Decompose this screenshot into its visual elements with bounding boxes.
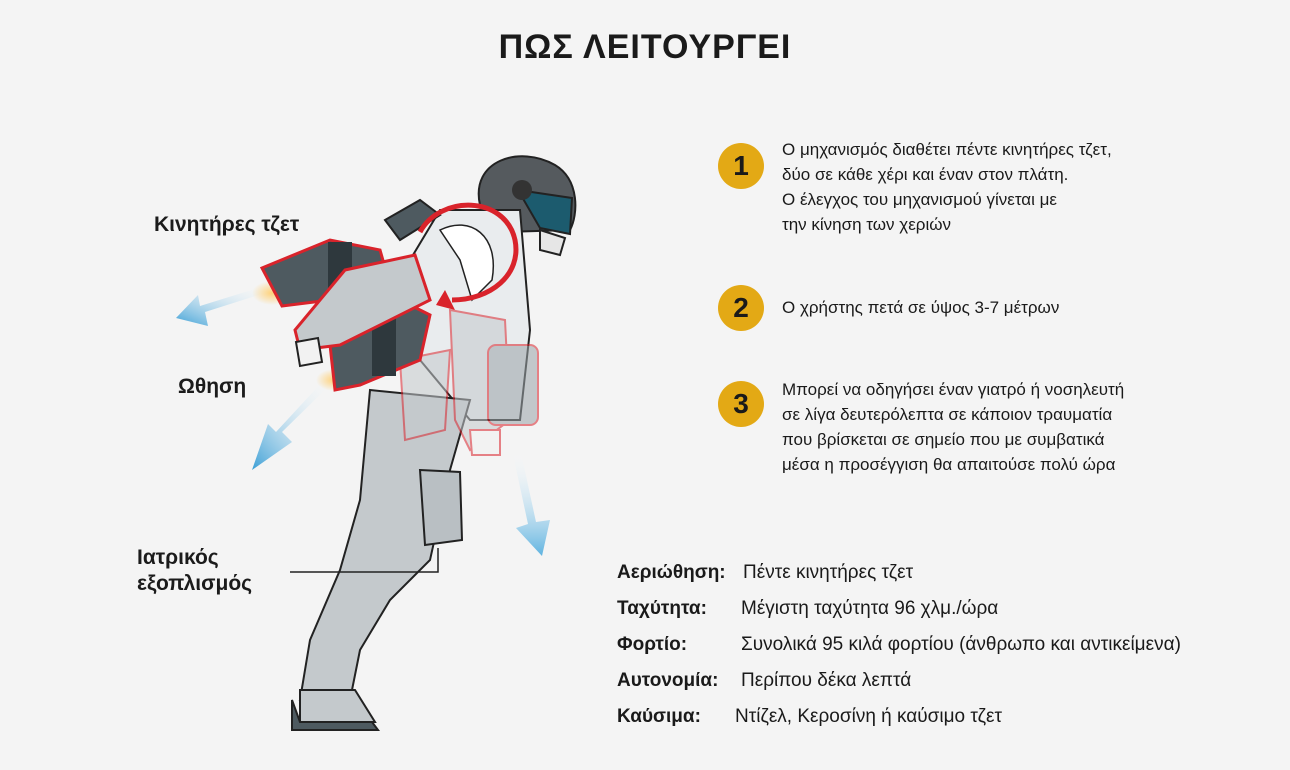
step-badge: 2 — [718, 285, 764, 331]
step-badge: 3 — [718, 381, 764, 427]
label-jet-engines: Κινητήρες τζετ — [154, 213, 300, 236]
pilot-legs — [292, 390, 470, 730]
spec-key: Αεριώθηση: — [617, 562, 726, 583]
spec-value: Μέγιστη ταχύτητα 96 χλμ./ώρα — [741, 598, 999, 619]
label-thrust: Ωθηση — [178, 375, 247, 398]
label-medical-equipment: Ιατρικός εξοπλισμός — [137, 546, 253, 595]
spec-value: Ντίζελ, Κεροσίνη ή καύσιμο τζετ — [735, 706, 1002, 727]
step-3 — [718, 381, 1124, 477]
spec-key: Αυτονομία: — [617, 670, 719, 691]
spec-value: Πέντε κινητήρες τζετ — [743, 562, 914, 583]
step-2 — [718, 285, 1059, 331]
page-title: ΠΩΣ ΛΕΙΤΟΥΡΓΕΙ — [498, 28, 792, 66]
step-1 — [718, 140, 1112, 237]
spec-key: Ταχύτητα: — [617, 598, 707, 619]
step-text: Ο χρήστης πετά σε ύψος 3-7 μέτρων — [782, 298, 1060, 317]
spec-value: Περίπου δέκα λεπτά — [741, 670, 912, 691]
step-text: Ο μηχανισμός διαθέτει πέντε κινητήρες τζετ, δύο σε κάθε χέρι και έναν στον πλάτη. Ο έλεγχος του μηχανισμού γίνεται με την κίνηση των χεριών — [782, 140, 1112, 234]
spec-value: Συνολικά 95 κιλά φορτίου (άνθρωπο και αντικείμενα) — [741, 634, 1181, 655]
spec-key: Φορτίο: — [617, 634, 688, 655]
jet-engines — [262, 240, 430, 390]
step-badge: 1 — [718, 143, 764, 189]
step-text: Μπορεί να οδηγήσει έναν γιατρό ή νοσηλευτή σε λίγα δευτερόλεπτα σε κάποιον τραυματία που βρίσκεται σε σημείο που με συμβατικά μέσα η προσέγγιση θα απαιτούσε πολύ ώρα — [782, 380, 1125, 474]
spec-key: Καύσιμα: — [617, 706, 701, 727]
